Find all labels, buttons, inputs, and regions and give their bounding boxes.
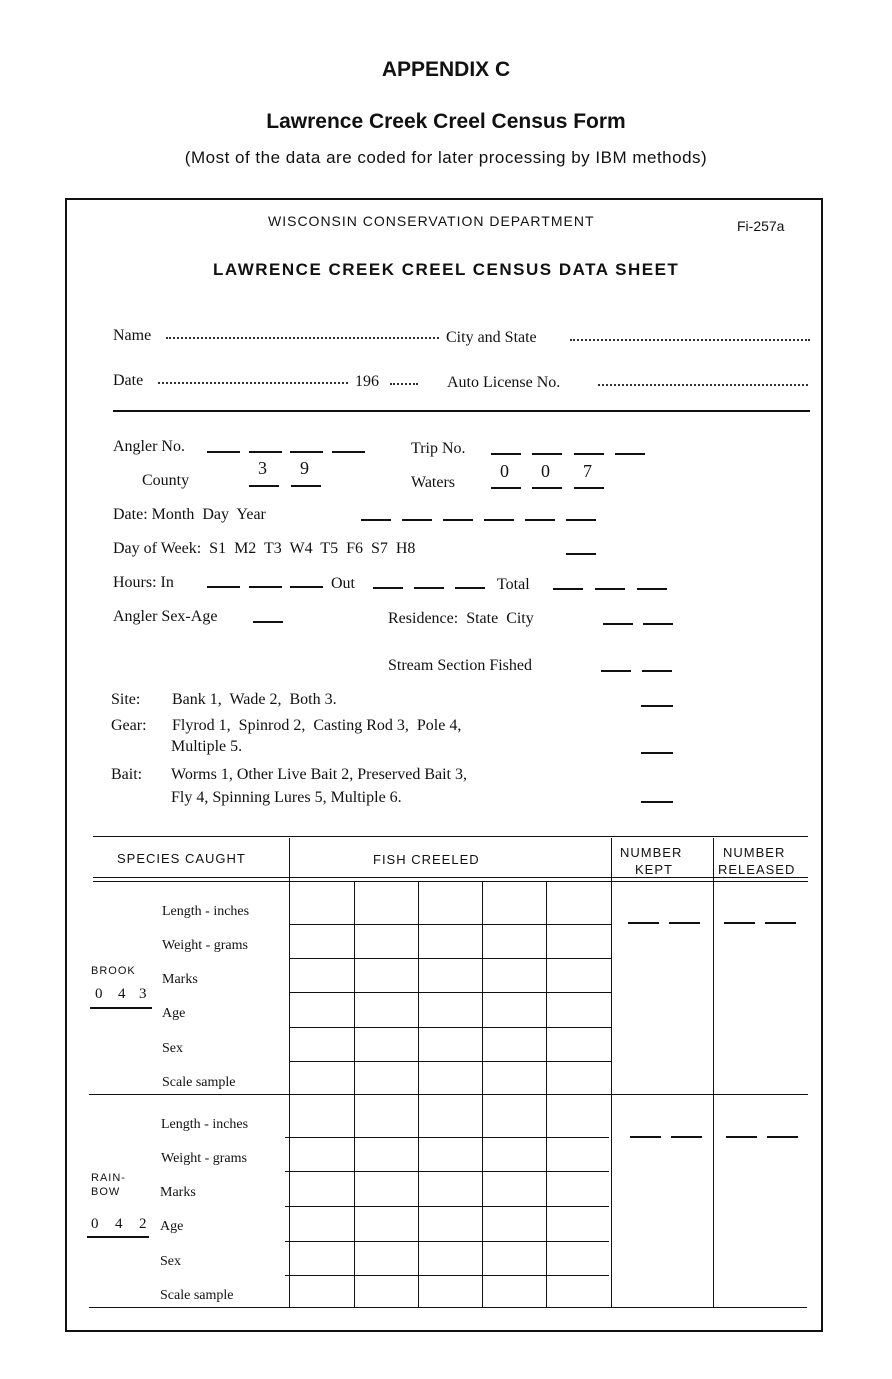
- date-mdy-digit[interactable]: [361, 519, 391, 521]
- grid-row-line: [285, 1275, 609, 1276]
- species-rainbow-code-underline: [87, 1236, 149, 1238]
- rainbow-row-label: Scale sample: [160, 1288, 234, 1303]
- hours-out-digit[interactable]: [373, 587, 403, 589]
- department-name: WISCONSIN CONSERVATION DEPARTMENT: [268, 213, 595, 229]
- brook-row-label: Weight - grams: [162, 938, 248, 953]
- gear-options-line2: Multiple 5.: [171, 738, 243, 755]
- hours-out-label: Out: [331, 575, 355, 592]
- trip-no-digit[interactable]: [574, 453, 604, 455]
- angler-no-digit[interactable]: [332, 451, 365, 453]
- hours-in-digit[interactable]: [207, 586, 240, 588]
- trip-no-digit[interactable]: [532, 453, 562, 455]
- rainbow-number-released-digit[interactable]: [767, 1136, 798, 1138]
- gear-label: Gear:: [111, 717, 147, 734]
- city-state-field[interactable]: [570, 335, 810, 341]
- year-field[interactable]: [390, 379, 418, 385]
- species-brook-code-underline: [90, 1007, 152, 1009]
- site-options: Bank 1, Wade 2, Both 3.: [172, 691, 337, 708]
- angler-no-digit[interactable]: [207, 451, 240, 453]
- stream-section-digit[interactable]: [642, 670, 672, 672]
- species-brook-code-digit: 3: [139, 986, 147, 1002]
- rainbow-number-kept-digit[interactable]: [671, 1136, 702, 1138]
- date-field[interactable]: [158, 378, 348, 384]
- grid-row-line: [285, 1206, 609, 1207]
- section-divider: [113, 410, 810, 412]
- species-rainbow-name-line2: BOW: [91, 1186, 121, 1198]
- appendix-heading: APPENDIX C: [381, 58, 511, 81]
- brook-row-label: Scale sample: [162, 1075, 236, 1090]
- angler-sex-age-field[interactable]: [253, 621, 283, 623]
- rainbow-row-label: Length - inches: [161, 1117, 249, 1132]
- grid-row-line: [285, 1241, 609, 1242]
- bait-field[interactable]: [641, 801, 673, 803]
- column-divider: [289, 838, 290, 1308]
- brook-number-kept-digit[interactable]: [669, 922, 700, 924]
- col-fish-creeled: FISH CREELED: [373, 852, 480, 867]
- column-divider: [713, 838, 714, 1308]
- auto-license-field[interactable]: [598, 380, 808, 386]
- brook-row-label: Length - inches: [162, 904, 250, 919]
- brook-row-label: Age: [162, 1006, 186, 1021]
- residence-state-field[interactable]: [603, 623, 633, 625]
- species-brook-code-digit: 0: [95, 986, 103, 1002]
- form-title: Lawrence Creek Creel Census Form: [266, 110, 626, 133]
- rainbow-row-label: Age: [160, 1219, 184, 1234]
- stream-section-label: Stream Section Fished: [388, 657, 532, 674]
- county-label: County: [142, 472, 190, 489]
- table-bottom-border: [89, 1307, 807, 1308]
- angler-no-digit[interactable]: [249, 451, 282, 453]
- waters-code-underline: [574, 487, 604, 489]
- rainbow-row-label: Sex: [160, 1254, 181, 1269]
- date-mdy-digit[interactable]: [443, 519, 473, 521]
- col-species-caught: SPECIES CAUGHT: [117, 851, 246, 866]
- grid-row-line: [289, 958, 611, 959]
- species-rainbow-code-digit: 0: [91, 1216, 99, 1232]
- county-code-underline: [249, 485, 279, 487]
- col-number-kept-line1: NUMBER: [620, 845, 683, 860]
- year-prefix: 196: [355, 373, 379, 390]
- species-brook-name: BROOK: [91, 965, 136, 977]
- date-mdy-digit[interactable]: [484, 519, 514, 521]
- hours-total-digit[interactable]: [595, 588, 625, 590]
- bait-options-line2: Fly 4, Spinning Lures 5, Multiple 6.: [171, 789, 402, 806]
- column-divider: [611, 838, 612, 1308]
- date-mdy-label: Date: Month Day Year: [113, 506, 266, 523]
- date-mdy-digit[interactable]: [525, 519, 555, 521]
- sheet-title: LAWRENCE CREEK CREEL CENSUS DATA SHEET: [213, 260, 680, 279]
- gear-options-line1: Flyrod 1, Spinrod 2, Casting Rod 3, Pole 4,: [172, 717, 462, 734]
- waters-label: Waters: [411, 474, 456, 491]
- brook-row-label: Sex: [162, 1041, 183, 1056]
- hours-total-digit[interactable]: [553, 588, 583, 590]
- grid-row-line: [289, 924, 611, 925]
- angler-no-digit[interactable]: [290, 451, 323, 453]
- grid-row-line: [285, 1137, 609, 1138]
- brook-number-kept-digit[interactable]: [628, 922, 659, 924]
- species-divider: [89, 1094, 808, 1095]
- species-brook-code-digit: 4: [118, 986, 126, 1002]
- county-code-digit: 9: [300, 458, 309, 478]
- date-label: Date: [113, 372, 144, 389]
- hours-out-digit[interactable]: [455, 587, 485, 589]
- auto-license-label: Auto License No.: [447, 374, 561, 391]
- species-rainbow-name-line1: RAIN-: [91, 1172, 126, 1184]
- rainbow-number-released-digit[interactable]: [726, 1136, 757, 1138]
- col-number-released-line2: RELEASED: [718, 862, 796, 877]
- stream-section-digit[interactable]: [601, 670, 631, 672]
- day-of-week-label: Day of Week: S1 M2 T3 W4 T5 F6 S7 H8: [113, 540, 416, 557]
- waters-code-underline: [532, 487, 562, 489]
- waters-code-digit: 0: [541, 461, 550, 481]
- bait-label: Bait:: [111, 766, 143, 783]
- grid-row-line: [285, 1171, 609, 1172]
- col-number-kept-line2: KEPT: [635, 862, 673, 877]
- county-code-digit: 3: [258, 458, 267, 478]
- rainbow-number-kept-digit[interactable]: [630, 1136, 661, 1138]
- site-field[interactable]: [641, 705, 673, 707]
- angler-sex-age-label: Angler Sex-Age: [113, 608, 218, 625]
- gear-field[interactable]: [641, 752, 673, 754]
- trip-no-digit[interactable]: [615, 453, 645, 455]
- rainbow-row-label: Weight - grams: [161, 1151, 247, 1166]
- form-subtitle: (Most of the data are coded for later processing by IBM methods): [184, 148, 708, 167]
- waters-code-digit: 0: [500, 461, 509, 481]
- col-number-released-line1: NUMBER: [723, 845, 786, 860]
- hours-total-digit[interactable]: [637, 588, 667, 590]
- brook-number-released-digit[interactable]: [724, 922, 755, 924]
- name-field[interactable]: [166, 333, 439, 339]
- rainbow-row-label: Marks: [160, 1185, 196, 1200]
- grid-row-line: [289, 992, 611, 993]
- bait-options-line1: Worms 1, Other Live Bait 2, Preserved Bait 3,: [171, 766, 467, 783]
- angler-no-label: Angler No.: [113, 438, 185, 455]
- site-label: Site:: [111, 691, 141, 708]
- residence-label: Residence: State City: [388, 610, 534, 627]
- table-top-border: [93, 836, 808, 837]
- hours-in-digit[interactable]: [249, 586, 282, 588]
- waters-code-digit: 7: [583, 461, 592, 481]
- date-mdy-digit[interactable]: [402, 519, 432, 521]
- residence-city-field[interactable]: [643, 623, 673, 625]
- trip-no-label: Trip No.: [411, 440, 466, 457]
- species-rainbow-code-digit: 2: [139, 1216, 147, 1232]
- table-header-rule: [93, 881, 808, 882]
- form-number: Fi-257a: [737, 218, 785, 234]
- name-label: Name: [113, 327, 152, 344]
- waters-code-underline: [491, 487, 521, 489]
- county-code-underline: [291, 485, 321, 487]
- species-rainbow-code-digit: 4: [115, 1216, 123, 1232]
- brook-row-label: Marks: [162, 972, 198, 987]
- brook-number-released-digit[interactable]: [765, 922, 796, 924]
- trip-no-digit[interactable]: [491, 453, 521, 455]
- day-of-week-field[interactable]: [566, 553, 596, 555]
- hours-total-label: Total: [497, 576, 530, 593]
- grid-row-line: [289, 1061, 611, 1062]
- city-state-label: City and State: [446, 329, 537, 346]
- hours-in-label: Hours: In: [113, 574, 174, 591]
- hours-in-digit[interactable]: [290, 586, 323, 588]
- hours-out-digit[interactable]: [414, 587, 444, 589]
- date-mdy-digit[interactable]: [566, 519, 596, 521]
- grid-row-line: [289, 1027, 611, 1028]
- table-header-rule: [93, 877, 808, 878]
